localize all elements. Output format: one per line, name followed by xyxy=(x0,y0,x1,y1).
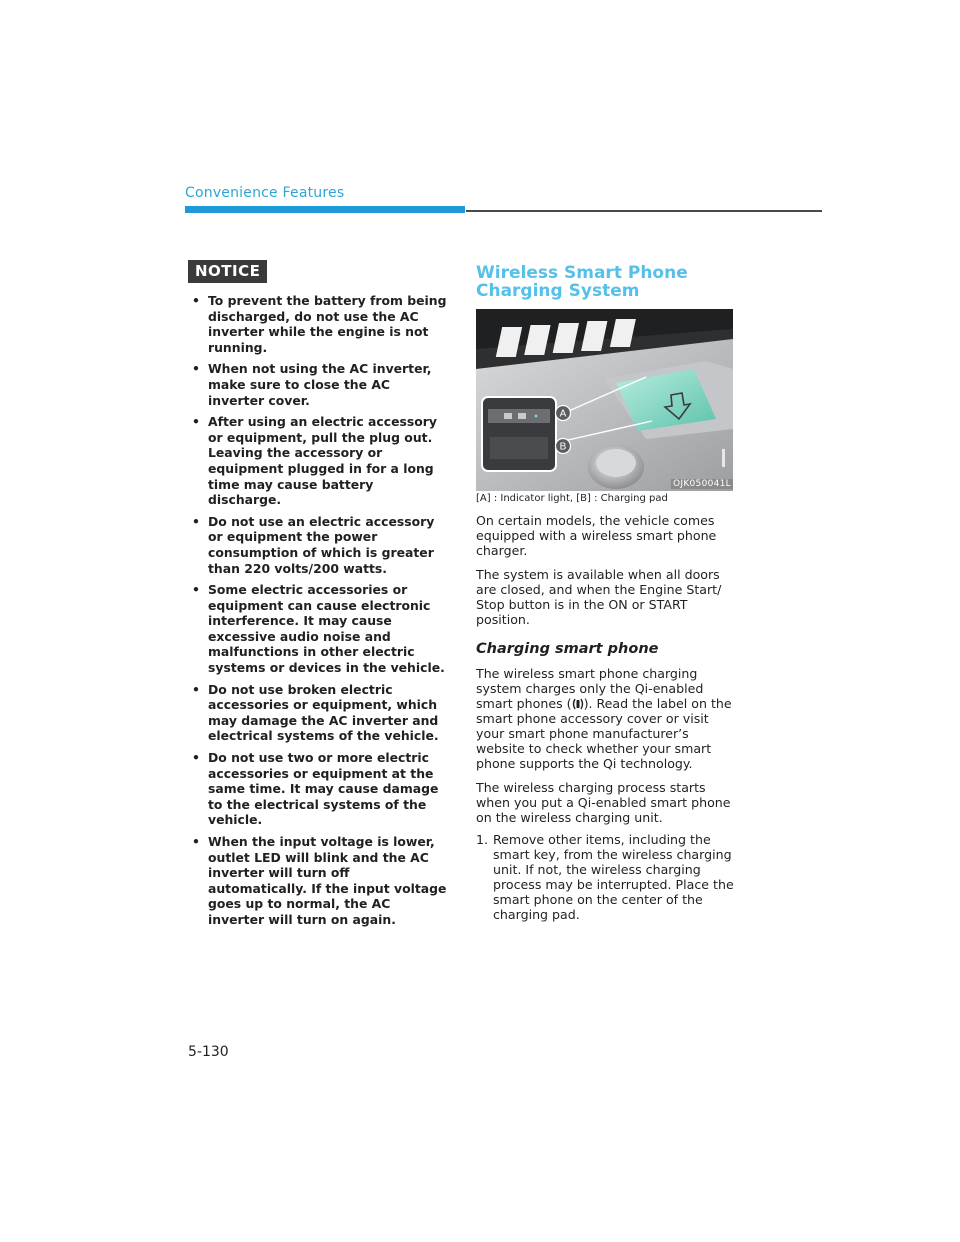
indicator-light xyxy=(535,415,538,418)
wireless-charging-section xyxy=(476,264,738,922)
paragraph: The system is available when all doors are closed, and when the Engine Start/ Stop button is in the ON or START position. xyxy=(476,567,722,627)
step-text: Remove other items, including the smart key, from the wireless charging unit. If not, the wireless charging process may be interrupted. Place the smart phone on the center of the charging pad. xyxy=(493,832,734,922)
callout-b-label: B xyxy=(559,441,567,453)
console-figure xyxy=(476,309,733,491)
header-rule xyxy=(466,210,822,212)
notice-list xyxy=(188,293,448,928)
callout-a-label: A xyxy=(559,408,567,420)
inset-detail xyxy=(482,397,556,471)
paragraph-qi xyxy=(476,666,738,771)
text: The wireless smart phone charging system charges only the Qi-enabled smart phones ( xyxy=(476,666,704,711)
subsection-title: Charging smart phone xyxy=(476,641,659,657)
paragraph: The wireless charging process starts when you put a Qi-enabled smart phone on the wireless charging unit. xyxy=(476,780,731,825)
notice-item: • Do not use broken electric accessories or equipment, which may damage the AC inverter and electrical systems of the vehicle. xyxy=(188,682,448,744)
section-title: Wireless Smart Phone Charging System xyxy=(476,263,688,301)
notice-item: • When the input voltage is lower, outlet LED will blink and the AC inverter will turn off automatically. If the input voltage goes up to normal, the AC inverter will turn on again. xyxy=(188,834,448,928)
page-number: 5-130 xyxy=(188,1044,229,1060)
console-illustration xyxy=(476,309,733,491)
text: ). Read the label on the smart phone accessory cover or visit your smart phone manufacturer’s website to check whether your smart phone supports the Qi technology. xyxy=(476,696,732,771)
notice-item: • Some electric accessories or equipment can cause electronic interference. It may cause excessive audio noise and malfunctions in other electric systems or devices in the vehicle. xyxy=(188,582,448,676)
notice-badge: NOTICE xyxy=(188,260,267,283)
notice-item: • When not using the AC inverter, make sure to close the AC inverter cover. xyxy=(188,361,448,408)
section-header-title: Convenience Features xyxy=(185,185,345,201)
header-accent-bar xyxy=(185,206,465,213)
notice-item: • To prevent the battery from being discharged, do not use the AC inverter while the engine is not running. xyxy=(188,293,448,355)
notice-item: • Do not use two or more electric accessories or equipment at the same time. It may cause damage to the electrical systems of the vehicle. xyxy=(188,750,448,828)
figure-code: OJK050041L xyxy=(672,479,731,489)
figure-caption: [A] : Indicator light, [B] : Charging pad xyxy=(476,493,668,504)
qi-wireless-charging-icon xyxy=(572,698,584,710)
notice-item: • Do not use an electric accessory or equipment the power consumption of which is greater than 220 volts/200 watts. xyxy=(188,514,448,576)
paragraph: On certain models, the vehicle comes equipped with a wireless smart phone charger. xyxy=(476,513,717,558)
notice-box xyxy=(188,260,448,934)
step-number: 1. xyxy=(476,832,489,847)
step-item xyxy=(476,832,738,922)
notice-item: • After using an electric accessory or equipment, pull the plug out. Leaving the accessory or equipment plugged in for a long time may cause battery discharge. xyxy=(188,414,448,508)
